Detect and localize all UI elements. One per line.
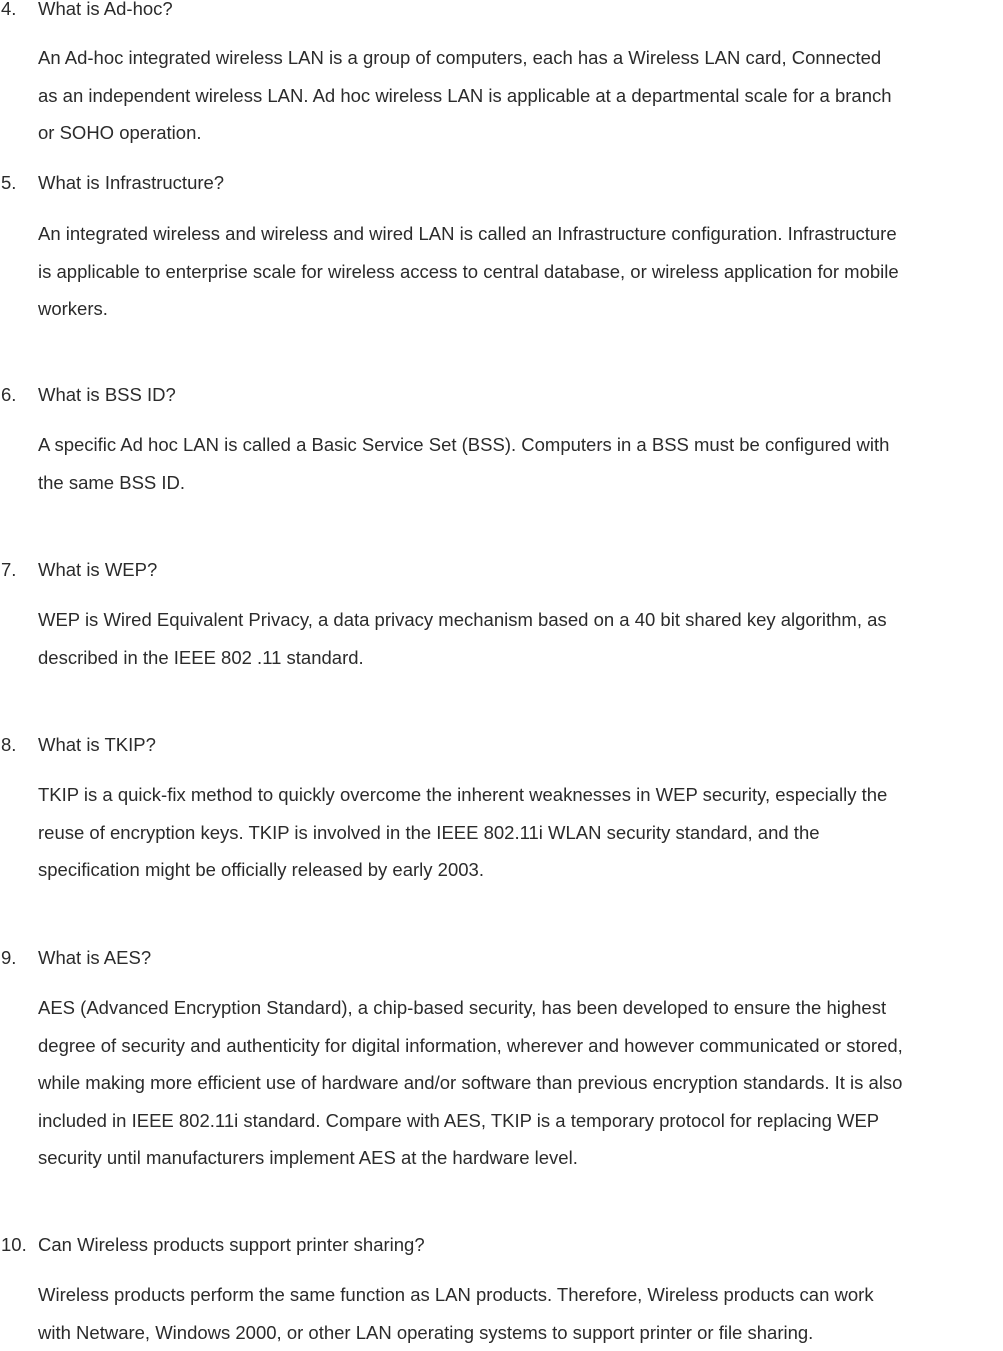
answer-line: with Netware, Windows 2000, or other LAN operating systems to support printer or file sharing. bbox=[38, 1314, 1003, 1351]
answer-line: as an independent wireless LAN. Ad hoc wireless LAN is applicable at a departmental scale for a branch bbox=[38, 77, 1003, 115]
question-number: 5. bbox=[1, 170, 16, 196]
answer-line: specification might be officially released by early 2003. bbox=[38, 851, 1003, 889]
faq-item bbox=[0, 1232, 1003, 1258]
faq-item bbox=[0, 0, 1003, 22]
faq-answer bbox=[38, 1276, 1003, 1351]
answer-line: security until manufacturers implement AES at the hardware level. bbox=[38, 1139, 1003, 1177]
question-text: Can Wireless products support printer sharing? bbox=[38, 1232, 425, 1258]
question-text: What is Infrastructure? bbox=[38, 170, 224, 196]
faq-question bbox=[0, 732, 1003, 758]
question-text: What is TKIP? bbox=[38, 732, 156, 758]
question-number: 7. bbox=[1, 557, 16, 583]
answer-line: A specific Ad hoc LAN is called a Basic Service Set (BSS). Computers in a BSS must be configured with bbox=[38, 426, 1003, 464]
question-text: What is Ad-hoc? bbox=[38, 0, 173, 22]
answer-line: the same BSS ID. bbox=[38, 464, 1003, 502]
faq-item bbox=[0, 170, 1003, 196]
answer-line: workers. bbox=[38, 290, 1003, 328]
question-number: 4. bbox=[1, 0, 16, 22]
faq-item bbox=[0, 945, 1003, 971]
question-text: What is WEP? bbox=[38, 557, 157, 583]
answer-line: Wireless products perform the same function as LAN products. Therefore, Wireless products can work bbox=[38, 1276, 1003, 1314]
answer-line: WEP is Wired Equivalent Privacy, a data privacy mechanism based on a 40 bit shared key algorithm, as bbox=[38, 601, 1003, 639]
faq-answer bbox=[38, 215, 1003, 328]
question-number: 9. bbox=[1, 945, 16, 971]
faq-answer bbox=[38, 426, 1003, 501]
faq-answer bbox=[38, 601, 1003, 676]
answer-line: An Ad-hoc integrated wireless LAN is a group of computers, each has a Wireless LAN card, Connected bbox=[38, 39, 1003, 77]
answer-line: or SOHO operation. bbox=[38, 114, 1003, 152]
faq-answer bbox=[38, 989, 1003, 1177]
question-number: 10. bbox=[1, 1232, 27, 1258]
faq-question bbox=[0, 0, 1003, 22]
answer-line: described in the IEEE 802 .11 standard. bbox=[38, 639, 1003, 677]
answer-line: reuse of encryption keys. TKIP is involved in the IEEE 802.11i WLAN security standard, and the bbox=[38, 814, 1003, 852]
faq-question bbox=[0, 170, 1003, 196]
question-text: What is AES? bbox=[38, 945, 151, 971]
answer-line: An integrated wireless and wireless and wired LAN is called an Infrastructure configuration. Infrastructure bbox=[38, 215, 1003, 253]
answer-line: TKIP is a quick-fix method to quickly overcome the inherent weaknesses in WEP security, especially the bbox=[38, 776, 1003, 814]
faq-question bbox=[0, 1232, 1003, 1258]
answer-line: degree of security and authenticity for digital information, wherever and however communicated or stored, bbox=[38, 1027, 1003, 1065]
answer-line: is applicable to enterprise scale for wireless access to central database, or wireless application for mobile bbox=[38, 253, 1003, 291]
question-number: 8. bbox=[1, 732, 16, 758]
faq-item bbox=[0, 382, 1003, 408]
faq-item bbox=[0, 732, 1003, 758]
faq-answer bbox=[38, 776, 1003, 889]
faq-answer bbox=[38, 39, 1003, 152]
faq-item bbox=[0, 557, 1003, 583]
answer-line: AES (Advanced Encryption Standard), a chip-based security, has been developed to ensure the highest bbox=[38, 989, 1003, 1027]
question-text: What is BSS ID? bbox=[38, 382, 176, 408]
faq-question bbox=[0, 557, 1003, 583]
faq-question bbox=[0, 382, 1003, 408]
faq-question bbox=[0, 945, 1003, 971]
answer-line: while making more efficient use of hardware and/or software than previous encryption standards. It is also bbox=[38, 1064, 1003, 1102]
answer-line: included in IEEE 802.11i standard. Compare with AES, TKIP is a temporary protocol for replacing WEP bbox=[38, 1102, 1003, 1140]
question-number: 6. bbox=[1, 382, 16, 408]
